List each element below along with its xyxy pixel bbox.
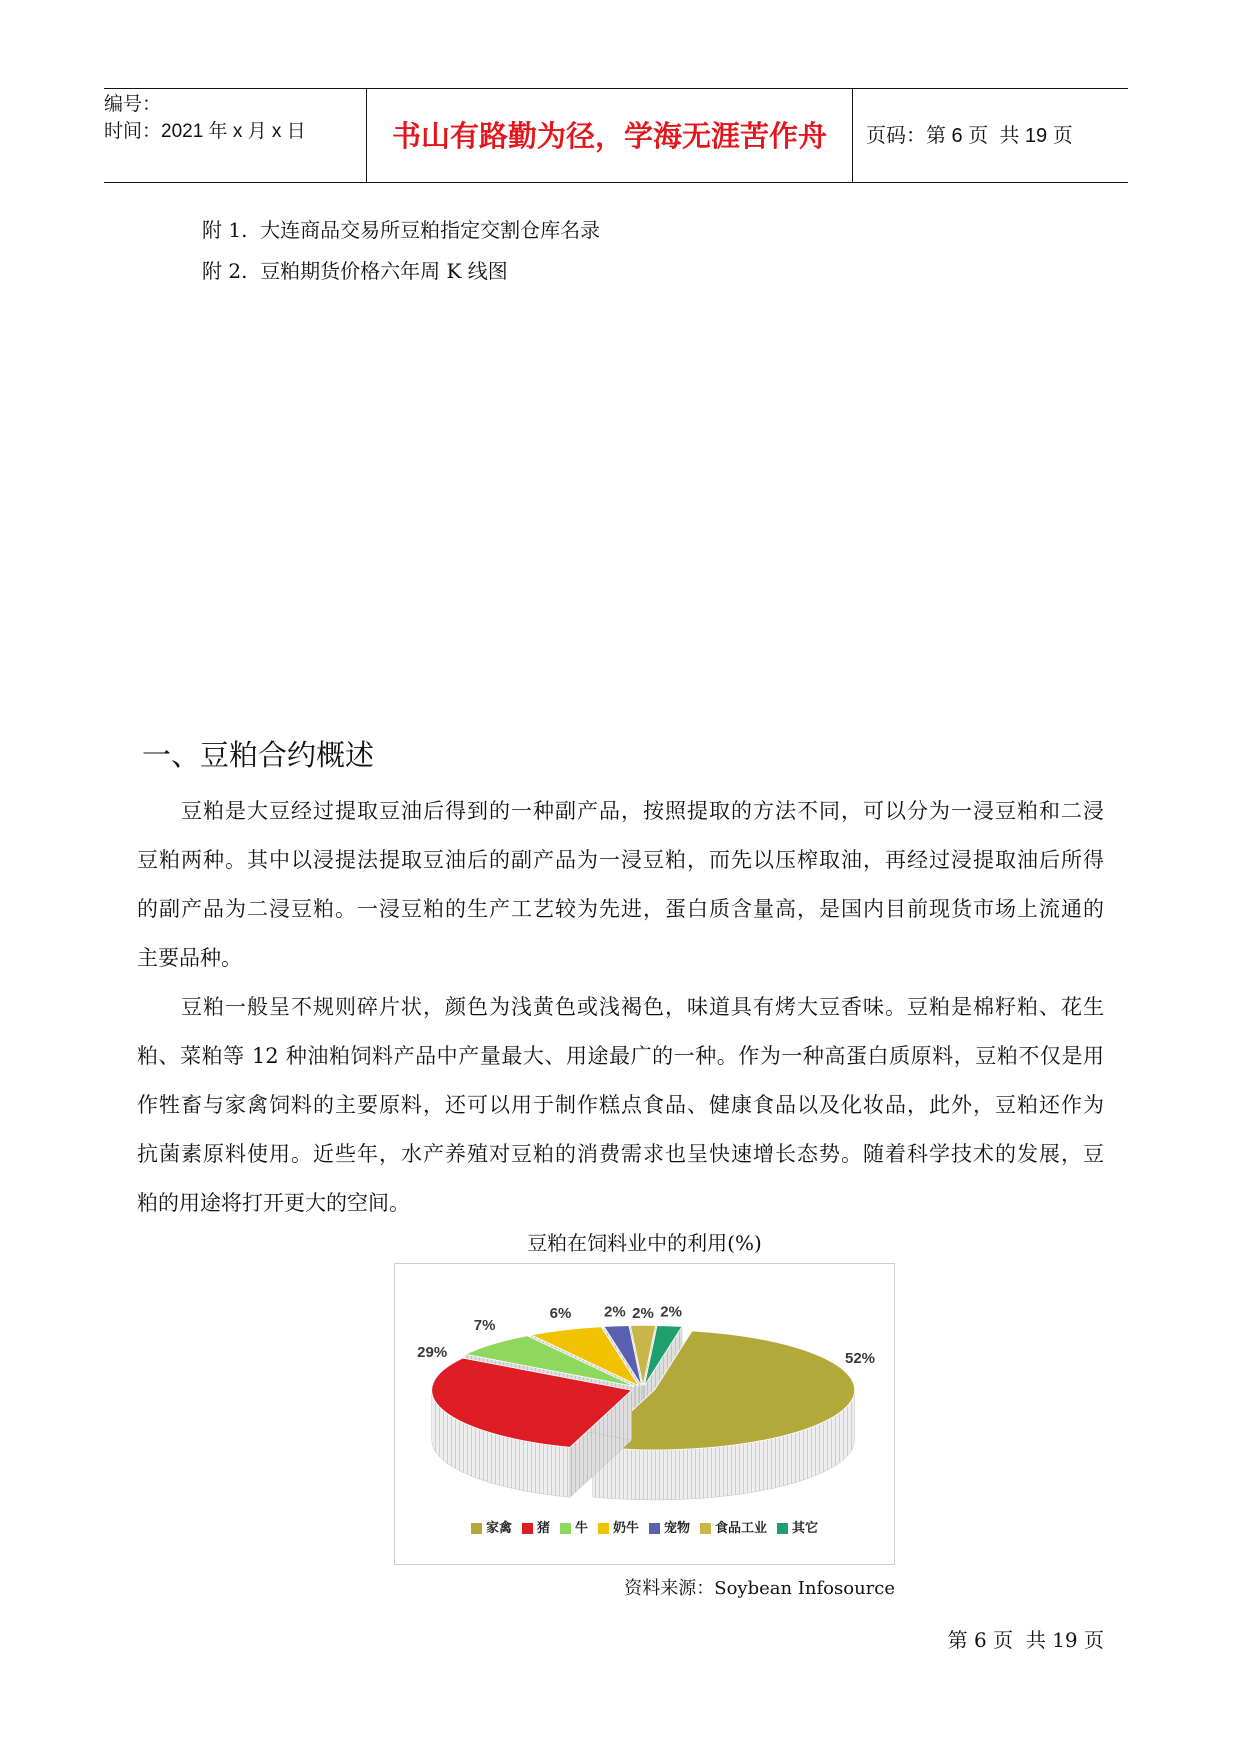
legend-item [598, 1518, 639, 1538]
pie-chart [395, 1264, 894, 1514]
legend-swatch [598, 1523, 609, 1534]
section-heading: 一、豆粕合约概述 [142, 740, 375, 772]
legend-label: 食品工业 [715, 1520, 768, 1535]
slice-value-label: 6% [549, 1305, 572, 1323]
paragraph-2-line: 粕、菜粕等 12 种油粕饲料产品中产量最大、用途最广的一种。作为一种高蛋白质原料，豆粕不仅是用 [137, 1044, 1104, 1068]
legend-item [560, 1518, 588, 1538]
slice-value-label: 2% [632, 1304, 654, 1322]
time-label: 时间：2021 年 x 月 x 日 [104, 121, 306, 142]
legend-label: 牛 [574, 1520, 588, 1535]
slice-value-label: 2% [660, 1303, 682, 1321]
chart-legend [395, 1518, 894, 1538]
appendix-item-2: 附 2. 豆粕期货价格六年周 K 线图 [202, 259, 508, 283]
appendix-item-1: 附 1. 大连商品交易所豆粕指定交割仓库名录 [202, 218, 601, 242]
slice-value-label: 7% [473, 1317, 496, 1335]
legend-swatch [522, 1523, 533, 1534]
paragraph-2-line: 豆粕一般呈不规则碎片状，颜色为浅黄色或浅褐色，味道具有烤大豆香味。豆粕是棉籽粕、花生 [181, 995, 1104, 1019]
paragraph-1-line: 的副产品为二浸豆粕。一浸豆粕的生产工艺较为先进，蛋白质含量高，是国内目前现货市场上流通的 [137, 897, 1104, 921]
header-divider-right [852, 89, 853, 182]
section-body [137, 787, 1104, 1228]
slice-value-label: 52% [844, 1349, 876, 1367]
chart-title: 豆粕在饲料业中的利用(%) [527, 1231, 762, 1255]
chart-frame [394, 1263, 895, 1565]
legend-swatch [471, 1523, 482, 1534]
page-header [104, 88, 1128, 183]
header-motto: 书山有路勤为径，学海无涯苦作舟 [391, 119, 827, 153]
appendix-list [202, 210, 600, 292]
paragraph-2-line: 粕的用途将打开更大的空间。 [137, 1191, 410, 1215]
legend-label: 家禽 [485, 1520, 512, 1535]
slice-value-label: 2% [604, 1303, 626, 1321]
legend-swatch [777, 1523, 788, 1534]
paragraph-2-line: 抗菌素原料使用。近些年，水产养殖对豆粕的消费需求也呈快速增长态势。随着科学技术的发展，豆 [137, 1142, 1104, 1166]
legend-item [700, 1518, 767, 1538]
legend-item [522, 1518, 550, 1538]
paragraph-1-line: 豆粕是大豆经过提取豆油后得到的一种副产品，按照提取的方法不同，可以分为一浸豆粕和二浸 [181, 799, 1104, 823]
legend-label: 猪 [536, 1520, 550, 1535]
paragraph-1-line: 主要品种。 [137, 946, 242, 970]
pie-slices [432, 1325, 855, 1499]
page-footer: 第 6 页 共 19 页 [947, 1628, 1104, 1652]
legend-swatch [700, 1523, 711, 1534]
legend-label: 其它 [792, 1520, 819, 1535]
legend-item [649, 1518, 690, 1538]
legend-label: 奶牛 [612, 1520, 639, 1535]
legend-label: 宠物 [664, 1520, 691, 1535]
header-page-info: 页码：第 6 页 共 19 页 [866, 125, 1073, 147]
paragraph-2-line: 作牲畜与家禽饲料的主要原料，还可以用于制作糕点食品、健康食品以及化妆品，此外，豆粕还作为 [137, 1093, 1104, 1117]
data-source-note: 资料来源：Soybean Infosource [624, 1578, 895, 1599]
legend-item [471, 1518, 512, 1538]
legend-swatch [649, 1523, 660, 1534]
slice-value-label: 29% [417, 1344, 448, 1362]
legend-item [777, 1518, 818, 1538]
legend-swatch [560, 1523, 571, 1534]
paragraph-1-line: 豆粕两种。其中以浸提法提取豆油后的副产品为一浸豆粕，而先以压榨取油，再经过浸提取油后所得 [137, 848, 1104, 872]
serial-number-label: 编号： [104, 94, 162, 115]
